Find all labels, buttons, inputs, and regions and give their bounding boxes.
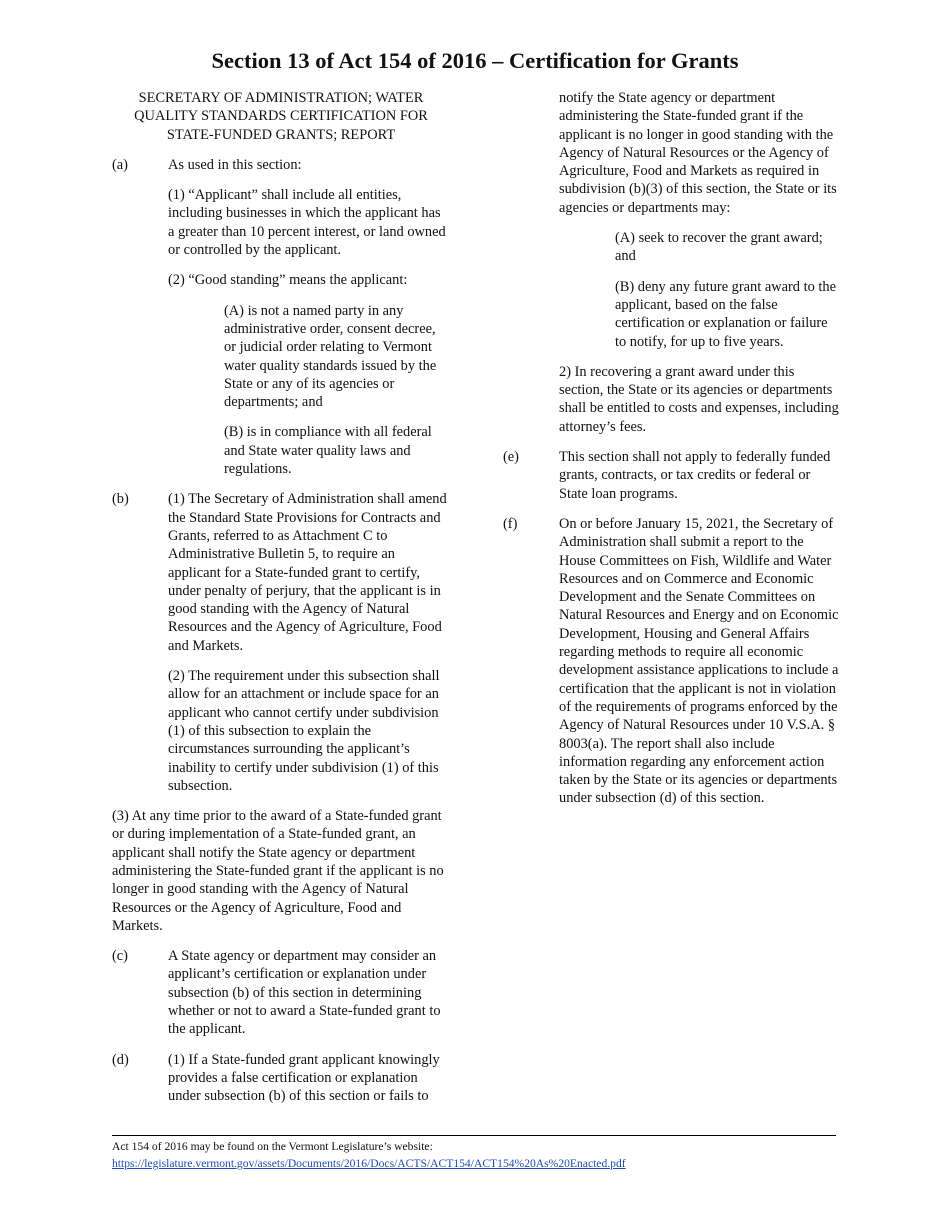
subsection-d-item-b: (B) deny any future grant award to the applicant, based on the false certification or explanation or failure to notify, for up to five years. xyxy=(615,278,836,350)
definition-applicant: (1) “Applicant” shall include all entities, including businesses in which the applicant has a greater than 10 percent interest, or land owned or controlled by the applicant. xyxy=(168,187,446,259)
subsection-b-para-1: (1) The Secretary of Administration shall amend the Standard State Provisions for Contracts and Grants, referred to as Attachment C to Administrative Bulletin 5, to require an applicant for a State-funded grant to certify, under penalty of perjury, that the applicant is in good standing with the Agency of Natural Resources and the Agency of Agriculture, Food and Markets. xyxy=(168,491,447,654)
footnote xyxy=(112,1135,836,1172)
right-column xyxy=(503,89,840,820)
subsection-d-para-1-start: (1) If a State-funded grant applicant knowingly provides a false certification or explanation under subsection (b) of this section or fails to xyxy=(168,1051,440,1105)
subsection-d xyxy=(112,1051,450,1106)
subsection-c xyxy=(112,947,450,1038)
subsection-f-text: On or before January 15, 2021, the Secretary of Administration shall submit a report to the House Committees on Fish, Wildlife and Water Resources and on Commerce and Economic Development and the Senate Committees on Natural Resources and Energy and on Economic Development, Housing and General Affairs regarding methods to require all economic development assistance applications to include a certification that the applicant is not in violation of the requirements of programs enforced by the Agency of Natural Resources under 10 V.S.A. § 8003(a). The report shall also include information regarding any enforcement action taken by the State or its agencies or departments under subsection (d) of this section. xyxy=(559,515,839,807)
subsection-e-label: (e) xyxy=(503,449,519,466)
footnote-divider xyxy=(112,1135,836,1136)
page-title: Section 13 of Act 154 of 2016 – Certification for Grants xyxy=(211,48,739,73)
subsection-c-label: (c) xyxy=(112,948,128,965)
subsection-c-text: A State agency or department may consider an applicant’s certification or explanation under subsection (b) of this section in determining whether or not to award a State-funded grant to the applicant. xyxy=(168,948,441,1038)
subsection-f xyxy=(503,515,840,808)
definition-good-standing: (2) “Good standing” means the applicant: xyxy=(168,272,408,289)
subsection-d-para-2: 2) In recovering a grant award under this section, the State or its agencies or departments shall be entitled to costs and expenses, including attorney’s fees. xyxy=(559,363,839,435)
subsection-b-label: (b) xyxy=(112,491,129,508)
act-link[interactable]: https://legislature.vermont.gov/assets/Documents/2016/Docs/ACTS/ACT154/ACT154%20As%20Enacted.pdf xyxy=(112,1157,626,1170)
section-heading: SECRETARY OF ADMINISTRATION; WATER QUALITY STANDARDS CERTIFICATION FOR STATE-FUNDED GRANTS; REPORT xyxy=(134,90,428,143)
subsection-a-intro: As used in this section: xyxy=(168,156,302,173)
good-standing-item-b: (B) is in compliance with all federal and State water quality laws and regulations. xyxy=(224,424,432,478)
subsection-d-item-a: (A) seek to recover the grant award; and xyxy=(615,230,823,265)
subsection-b-para-3: (3) At any time prior to the award of a State-funded grant or during implementation of a State-funded grant, an applicant shall notify the State agency or department administering the State-funded grant if the applicant is no longer in good standing with the Agency of Natural Resources or the Agency of Agriculture, Food and Markets. xyxy=(112,808,444,934)
subsection-a-label: (a) xyxy=(112,156,128,173)
left-column xyxy=(112,89,450,1118)
subsection-e-text: This section shall not apply to federally funded grants, contracts, or tax credits or federal or State loan programs. xyxy=(559,449,831,502)
subsection-f-label: (f) xyxy=(503,515,518,532)
good-standing-item-a: (A) is not a named party in any administrative order, consent decree, or judicial order relating to Vermont water quality standards issued by the State or any of its agencies or departments; and xyxy=(224,302,437,411)
subsection-d-label: (d) xyxy=(112,1051,129,1068)
subsection-e xyxy=(503,448,840,503)
subsection-b xyxy=(112,490,450,795)
subsection-b-para-2: (2) The requirement under this subsection shall allow for an attachment or include space for an applicant who cannot certify under subdivision (1) of this subsection to explain the circumstances surrounding the applicant’s inability to certify under subdivision (1) of this subsection. xyxy=(168,668,440,794)
subsection-d-para-1-continued: notify the State agency or department administering the State-funded grant if the applicant is no longer in good standing with the Agency of Natural Resources or the Agency of Agriculture, Food and Markets as required in subdivision (b)(3) of this section, the State or its agencies or departments may: xyxy=(559,90,837,216)
subsection-a xyxy=(112,156,450,478)
footnote-text: Act 154 of 2016 may be found on the Vermont Legislature’s website: xyxy=(112,1140,433,1153)
